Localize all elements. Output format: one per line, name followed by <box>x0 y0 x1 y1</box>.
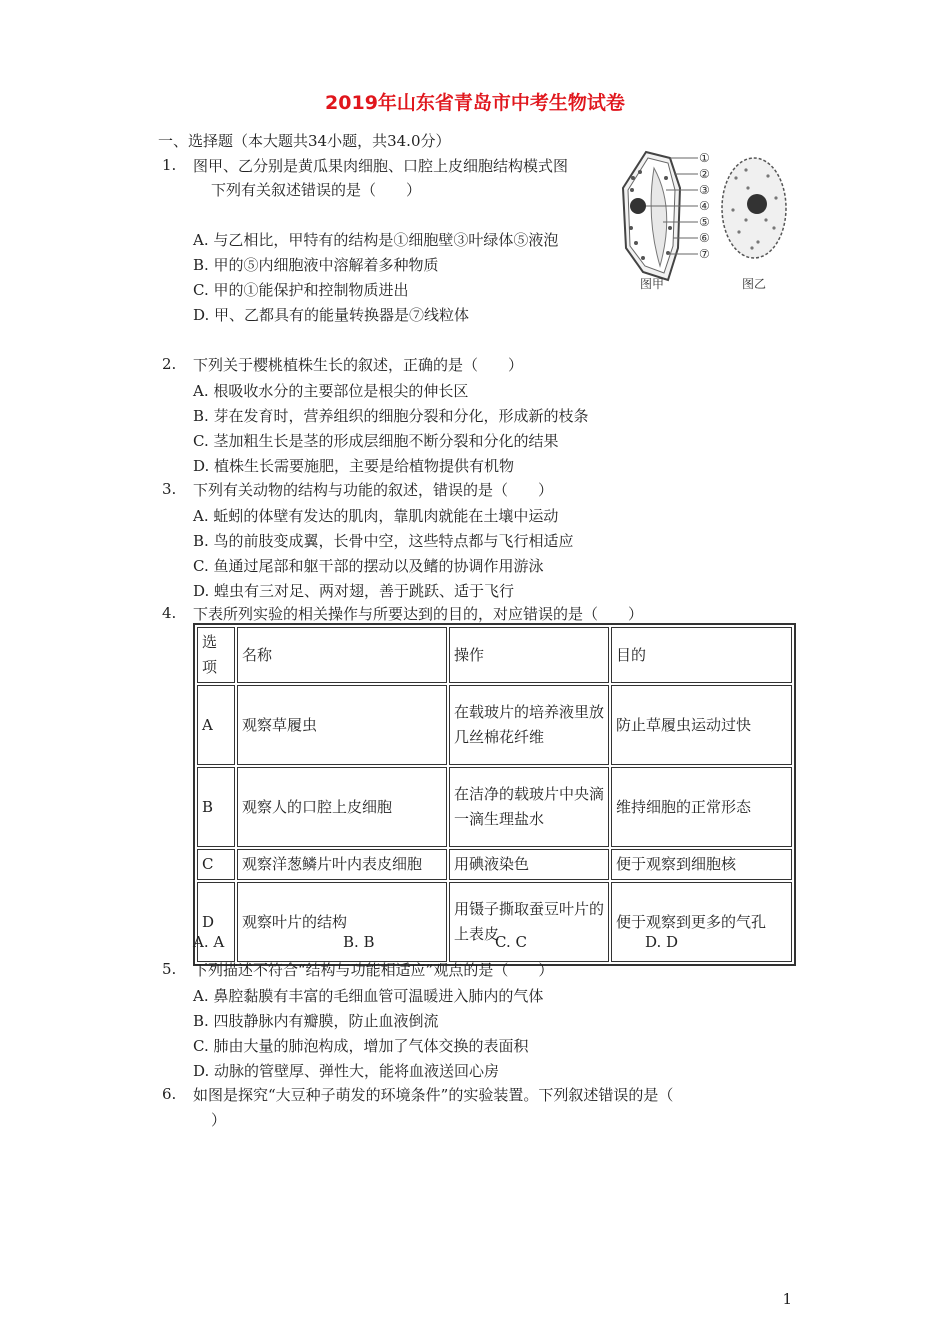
q5-option-d: D. 动脉的管壁厚、弹性大，能将血液送回心房 <box>193 1062 500 1080</box>
table-header: 名称 <box>237 627 447 683</box>
table-cell: D <box>197 882 235 962</box>
figure-label-6: ⑥ <box>699 231 710 245</box>
q4-answer-c: C. C <box>495 933 527 951</box>
q1-option-a: A. 与乙相比，甲特有的结构是①细胞壁③叶绿体⑤液泡 <box>193 231 559 249</box>
table-cell: 便于观察到细胞核 <box>611 849 792 880</box>
q2-option-a: A. 根吸收水分的主要部位是根尖的伸长区 <box>193 382 469 400</box>
q4-answer-d: D. D <box>645 933 679 951</box>
cell-structure-figure <box>618 148 800 293</box>
figure-caption-right: 图乙 <box>742 277 767 291</box>
table-cell: 在载玻片的培养液里放 几丝棉花纤维 <box>449 685 609 765</box>
question-1-stem-cont: 下列有关叙述错误的是（ ） <box>211 181 422 199</box>
q2-option-b: B. 芽在发育时，营养组织的细胞分裂和分化，形成新的枝条 <box>193 407 589 425</box>
q5-option-b: B. 四肢静脉内有瓣膜，防止血液倒流 <box>193 1012 439 1030</box>
table-cell: 在洁净的载玻片中央滴 一滴生理盐水 <box>449 767 609 847</box>
figure-caption-left: 图甲 <box>640 277 665 291</box>
q1-option-b: B. 甲的⑤内细胞液中溶解着多种物质 <box>193 256 439 274</box>
question-4-number: 4. <box>162 604 177 622</box>
q1-option-d: D. 甲、乙都具有的能量转换器是⑦线粒体 <box>193 306 470 324</box>
q3-option-c: C. 鱼通过尾部和躯干部的摆动以及鳍的协调作用游泳 <box>193 557 544 575</box>
question-3-stem: 下列有关动物的结构与功能的叙述，错误的是（ ） <box>193 481 554 499</box>
table-row <box>197 767 792 847</box>
q1-option-c: C. 甲的①能保护和控制物质进出 <box>193 281 409 299</box>
q2-option-c: C. 茎加粗生长是茎的形成层细胞不断分裂和分化的结果 <box>193 432 559 450</box>
table-cell: 用镊子撕取蚕豆叶片的 上表皮 <box>449 882 609 962</box>
table-cell: B <box>197 767 235 847</box>
table-header: 目的 <box>611 627 792 683</box>
table-cell: 观察草履虫 <box>237 685 447 765</box>
question-3-number: 3. <box>162 480 177 498</box>
q5-option-c: C. 肺由大量的肺泡构成，增加了气体交换的表面积 <box>193 1037 529 1055</box>
page-title: 2019年山东省青岛市中考生物试卷 <box>325 92 625 114</box>
question-2-number: 2. <box>162 355 177 373</box>
q2-option-d: D. 植株生长需要施肥，主要是给植物提供有机物 <box>193 457 515 475</box>
q4-answer-b: B. B <box>343 933 375 951</box>
table-cell: A <box>197 685 235 765</box>
figure-label-4: ④ <box>699 199 710 213</box>
experiment-table <box>193 623 796 966</box>
question-6-number: 6. <box>162 1085 177 1103</box>
table-cell: 维持细胞的正常形态 <box>611 767 792 847</box>
table-cell: 便于观察到更多的气孔 <box>611 882 792 962</box>
table-cell: 防止草履虫运动过快 <box>611 685 792 765</box>
question-5-stem: 下列描述不符合“结构与功能相适应”观点的是（ ） <box>193 961 554 979</box>
table-cell: 观察叶片的结构 <box>237 882 447 962</box>
figure-label-5: ⑤ <box>699 215 710 229</box>
q5-option-a: A. 鼻腔黏膜有丰富的毛细血管可温暖进入肺内的气体 <box>193 987 544 1005</box>
table-header: 操作 <box>449 627 609 683</box>
q3-option-a: A. 蚯蚓的体壁有发达的肌肉，靠肌肉就能在土壤中运动 <box>193 507 559 525</box>
question-4-stem: 下表所列实验的相关操作与所要达到的目的，对应错误的是（ ） <box>193 605 644 623</box>
table-row <box>197 685 792 765</box>
question-6-stem: 如图是探究“大豆种子萌发的环境条件”的实验装置。下列叙述错误的是（ <box>193 1086 674 1104</box>
table-cell: 观察洋葱鳞片叶内表皮细胞 <box>237 849 447 880</box>
table-cell: C <box>197 849 235 880</box>
table-header: 选项 <box>197 627 235 683</box>
q3-option-b: B. 鸟的前肢变成翼，长骨中空，这些特点都与飞行相适应 <box>193 532 574 550</box>
animal-cell-diagram <box>722 158 786 258</box>
question-1-number: 1. <box>162 156 177 174</box>
question-6-stem-cont: ） <box>211 1111 227 1129</box>
q4-answer-a: A. A <box>193 933 225 951</box>
question-5-number: 5. <box>162 960 177 978</box>
table-header-row <box>197 627 792 683</box>
page-number: 1 <box>782 1290 792 1308</box>
figure-label-1: ① <box>699 151 710 165</box>
table-cell: 用碘液染色 <box>449 849 609 880</box>
figure-label-3: ③ <box>699 183 710 197</box>
figure-label-7: ⑦ <box>699 247 710 261</box>
table-cell: 观察人的口腔上皮细胞 <box>237 767 447 847</box>
plant-cell-diagram <box>623 152 698 280</box>
figure-label-2: ② <box>699 167 710 181</box>
table-row <box>197 849 792 880</box>
q3-option-d: D. 蝗虫有三对足、两对翅，善于跳跃、适于飞行 <box>193 582 515 600</box>
question-1-stem: 图甲、乙分别是黄瓜果肉细胞、口腔上皮细胞结构模式图 <box>193 157 569 175</box>
section-heading: 一、选择题（本大题共34小题，共34.0分） <box>158 132 451 150</box>
question-2-stem: 下列关于樱桃植株生长的叙述，正确的是（ ） <box>193 356 524 374</box>
